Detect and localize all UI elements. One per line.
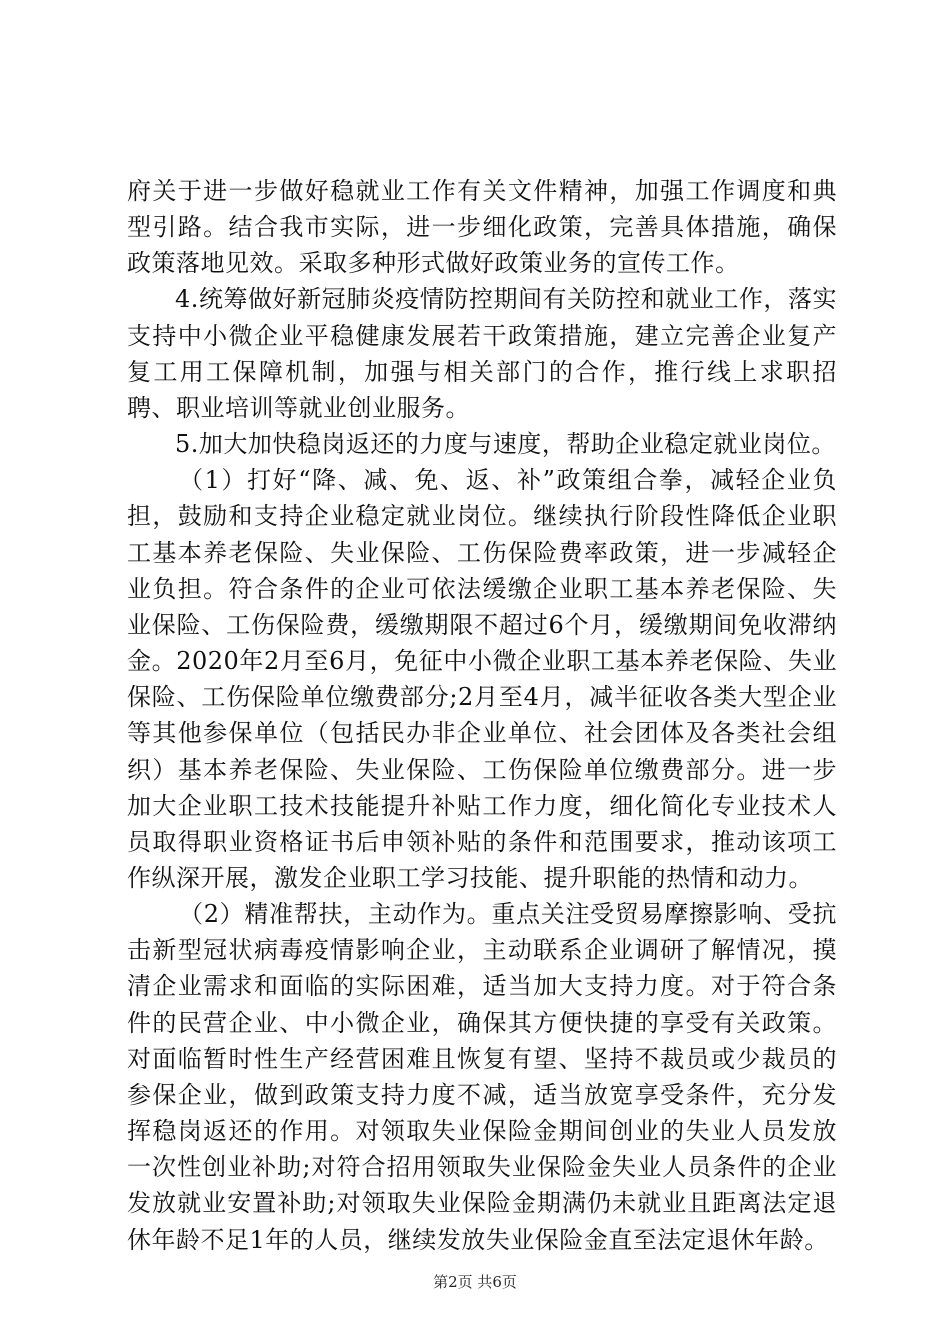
document-body [127,173,837,1258]
paragraph-item-5: 5.加大加快稳岗返还的力度与速度，帮助企业稳定就业岗位。 [175,430,836,459]
paragraph-item-4: 4.统筹做好新冠肺炎疫情防控期间有关防控和就业工作，落实支持中小微企业平稳健康发展若干政策措施，建立完善企业复产复工用工保障机制，加强与相关部门的合作，推行线上求职招聘、职业培训等就业创业服务。 [127,285,837,422]
paragraph-subitem-1: （1）打好“降、减、免、返、补”政策组合拳，减轻企业负担，鼓励和支持企业稳定就业岗位。继续执行阶段性降低企业职工基本养老保险、失业保险、工伤保险费率政策，进一步减轻企业负担。符合条件的企业可依法缓缴企业职工基本养老保险、失业保险、工伤保险费，缓缴期限不超过6个月，缓缴期间免收滞纳金。2020年2月至6月，免征中小微企业职工基本养老保险、失业保险、工伤保险单位缴费部分;2月至4月，减半征收各类大型企业等其他参保单位（包括民办非企业单位、社会团体及各类社会组织）基本养老保险、失业保险、工伤保险单位缴费部分。进一步加大企业职工技术技能提升补贴工作力度，细化简化专业技术人员取得职业资格证书后申领补贴的条件和范围要求，推动该项工作纵深开展，激发企业职工学习技能、提升职能的热情和动力。 [127,466,837,892]
page-number-footer: 第2页 共6页 [433,1273,517,1291]
paragraph-continuation: 府关于进一步做好稳就业工作有关文件精神，加强工作调度和典型引路。结合我市实际，进一步细化政策，完善具体措施，确保政策落地见效。采取多种形式做好政策业务的宣传工作。 [127,177,837,278]
paragraph-subitem-2: （2）精准帮扶，主动作为。重点关注受贸易摩擦影响、受抗击新型冠状病毒疫情影响企业，主动联系企业调研了解情况，摸清企业需求和面临的实际困难，适当加大支持力度。对于符合条件的民营企业、中小微企业，确保其方便快捷的享受有关政策。对面临暂时性生产经营困难且恢复有望、坚持不裁员或少裁员的参保企业，做到政策支持力度不减，适当放宽享受条件，充分发挥稳岗返还的作用。对领取失业保险金期间创业的失业人员发放一次性创业补助;对符合招用领取失业保险金失业人员条件的企业发放就业安置补助;对领取失业保险金期满仍未就业且距离法定退休年龄不足1年的人员，继续发放失业保险金直至法定退休年龄。 [127,900,837,1254]
